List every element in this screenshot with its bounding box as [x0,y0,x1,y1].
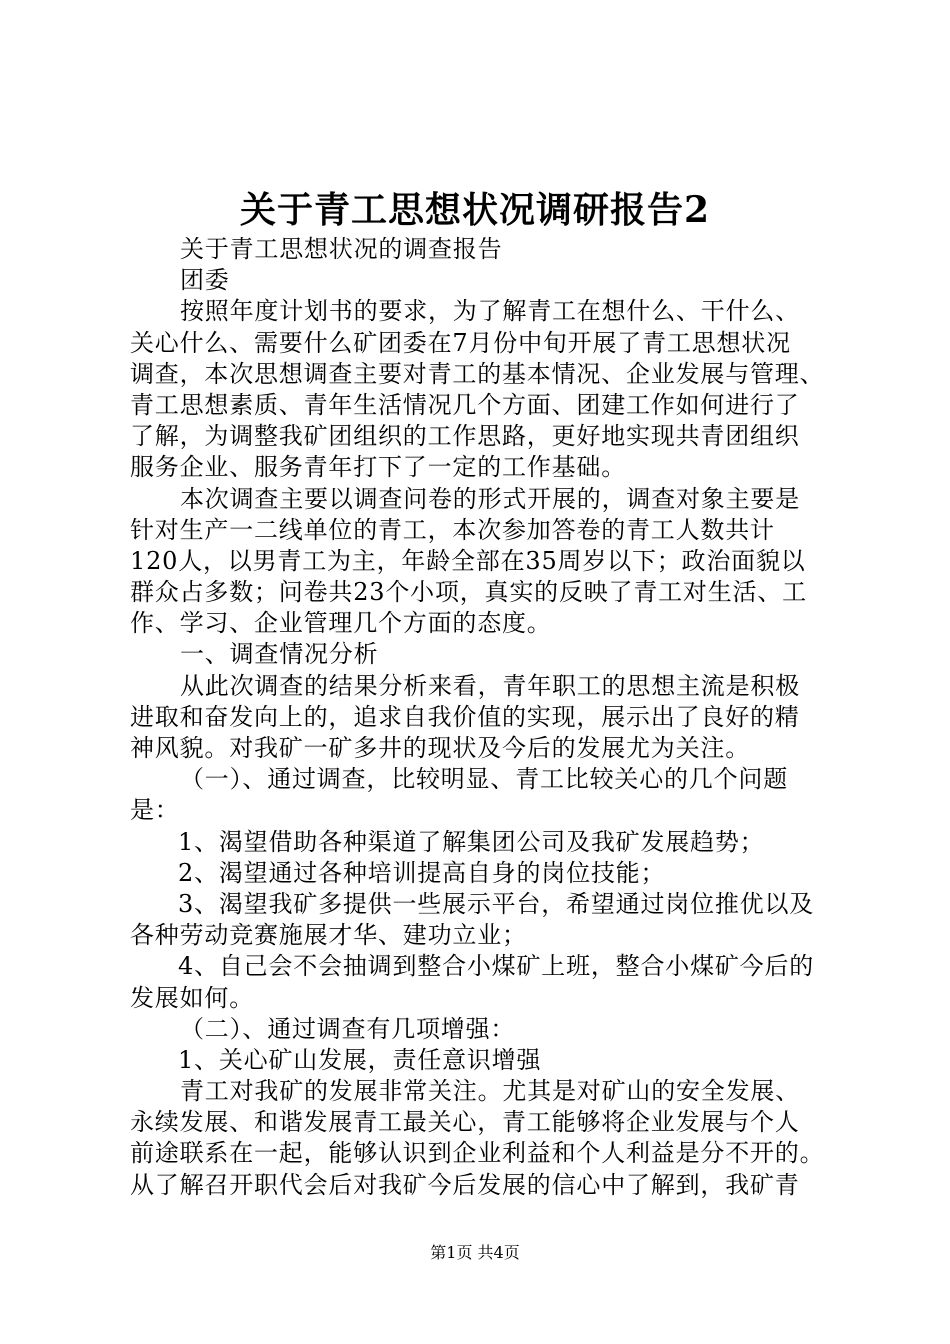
list-item: 4、自己会不会抽调到整合小煤矿上班，整合小煤矿今后的 [178,952,815,981]
list-item-continuation: 各种劳动竞赛施展才华、建功立业； [130,921,527,950]
paragraph-line: 是： [130,796,180,825]
paragraph-line: 从了解召开职代会后对我矿今后发展的信心中了解到，我矿青 [130,1170,800,1199]
paragraph-line: 120人，以男青工为主，年龄全部在35周岁以下；政治面貌以 [130,546,806,575]
list-item: 1、关心矿山发展，责任意识增强 [178,1045,542,1074]
page-number: 第1页 共4页 [430,1243,520,1262]
paragraph-line: 进取和奋发向上的，追求自我价值的实现，展示出了良好的精 [130,702,800,731]
paragraph-line: 本次调查主要以调查问卷的形式开展的，调查对象主要是 [180,484,800,513]
paragraph-line: 永续发展、和谐发展青工最关心，青工能够将企业发展与个人 [130,1108,800,1137]
list-item: 1、渴望借助各种渠道了解集团公司及我矿发展趋势； [178,827,765,856]
list-item-continuation: 发展如何。 [130,983,254,1012]
paragraph-line: 关心什么、需要什么矿团委在7月份中旬开展了青工思想状况 [130,328,791,357]
paragraph-line: 青工思想素质、青年生活情况几个方面、团建工作如何进行了 [130,390,800,419]
paragraph-line: 作、学习、企业管理几个方面的态度。 [130,609,552,638]
subsection-heading: （一）、通过调查，比较明显、青工比较关心的几个问题 [180,765,788,794]
paragraph-line: 群众占多数；问卷共23个小项，真实的反映了青工对生活、工 [130,578,807,607]
author-line: 团委 [180,266,230,295]
document-body [130,234,832,1201]
section-heading: 一、调查情况分析 [180,640,379,669]
paragraph-line: 前途联系在一起，能够认识到企业利益和个人利益是分不开的。 [130,1139,825,1168]
paragraph-line: 针对生产一二线单位的青工，本次参加答卷的青工人数共计 [130,515,775,544]
list-item: 2、渴望通过各种培训提高自身的岗位技能； [178,858,666,887]
document-title: 关于青工思想状况调研报告2 [239,189,711,231]
paragraph-line: 青工对我矿的发展非常关注。尤其是对矿山的安全发展、 [180,1077,800,1106]
document-subtitle: 关于青工思想状况的调查报告 [180,235,503,263]
paragraph-line: 服务企业、服务青年打下了一定的工作基础。 [130,453,626,482]
subsection-heading: （二）、通过调查有几项增强： [180,1014,516,1043]
paragraph-line: 按照年度计划书的要求，为了解青工在想什么、干什么、 [180,297,800,326]
paragraph-line: 调查，本次思想调查主要对青工的基本情况、企业发展与管理、 [130,359,825,388]
list-item: 3、渴望我矿多提供一些展示平台，希望通过岗位推优以及 [178,889,815,918]
paragraph-line: 从此次调查的结果分析来看，青年职工的思想主流是积极 [180,671,800,700]
paragraph-line: 了解，为调整我矿团组织的工作思路，更好地实现共青团组织 [130,422,800,451]
paragraph-line: 神风貌。对我矿一矿多井的现状及今后的发展尤为关注。 [130,734,750,762]
